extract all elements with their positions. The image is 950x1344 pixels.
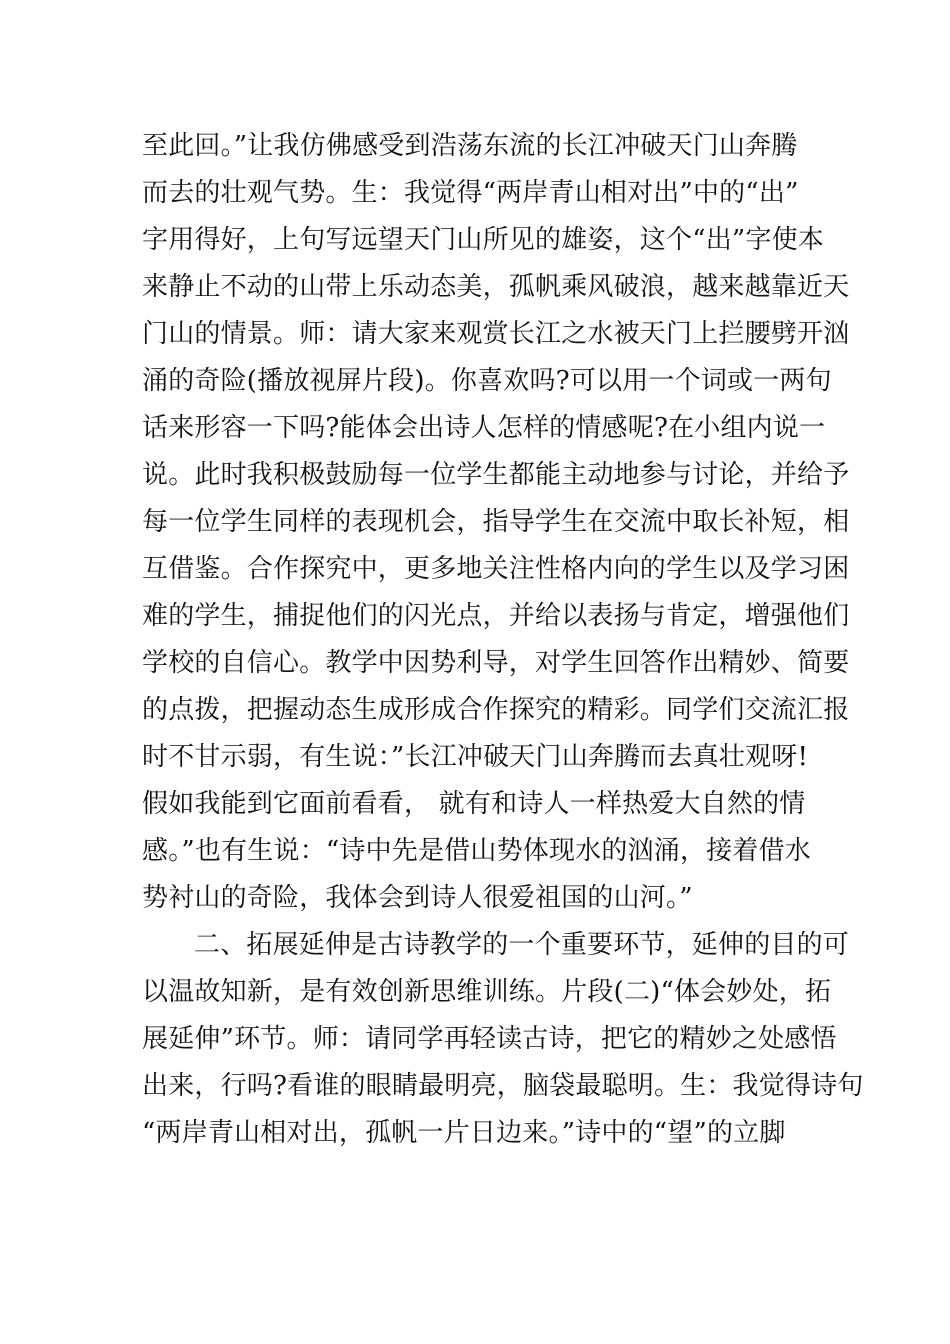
- text-line: 出来，行吗?看谁的眼睛最明亮，脑袋最聪明。生：我觉得诗句: [142, 1071, 864, 1101]
- text-line: 至此回。”让我仿佛感受到浩荡东流的长江冲破天门山奔腾: [142, 131, 798, 161]
- text-line: 感。”也有生说：“诗中先是借山势体现水的汹涌，接着借水: [142, 836, 811, 866]
- text-line: 每一位学生同样的表现机会，指导学生在交流中取长补短，相: [142, 507, 850, 537]
- text-line: 门山的情景。师：请大家来观赏长江之水被天门上拦腰劈开汹: [142, 319, 850, 349]
- text-line: 而去的壮观气势。生：我觉得“两岸青山相对出”中的“出”: [142, 178, 799, 208]
- text-line: 以温故知新，是有效创新思维训练。片段(二)“体会妙处，拓: [142, 977, 832, 1007]
- text-line: 的点拨，把握动态生成形成合作探究的精彩。同学们交流汇报: [142, 695, 850, 725]
- text-line: 时不甘示弱，有生说：”长江冲破天门山奔腾而去真壮观呀!: [142, 742, 809, 772]
- text-line: 字用得好，上句写远望天门山所见的雄姿，这个“出”字使本: [142, 225, 824, 255]
- body-text: [142, 123, 864, 1157]
- text-line: 互借鉴。合作探究中，更多地关注性格内向的学生以及学习困: [142, 554, 850, 584]
- text-line: 假如我能到它面前看看， 就有和诗人一样热爱大自然的情: [142, 789, 806, 819]
- text-line: 势衬山的奇险，我体会到诗人很爱祖国的山河。”: [142, 883, 693, 913]
- text-line: 难的学生，捕捉他们的闪光点，并给以表扬与肯定，增强他们: [142, 601, 850, 631]
- text-line: “两岸青山相对出，孤帆一片日边来。”诗中的“望”的立脚: [142, 1118, 786, 1148]
- text-line: 涌的奇险(播放视屏片段)。你喜欢吗?可以用一个词或一两句: [142, 366, 832, 396]
- text-line: 展延伸”环节。师：请同学再轻读古诗，把它的精妙之处感悟: [142, 1024, 837, 1054]
- paragraph-start-line: 二、拓展延伸是古诗教学的一个重要环节，延伸的目的可: [194, 930, 850, 960]
- text-line: 话来形容一下吗?能体会出诗人怎样的情感呢?在小组内说一: [142, 413, 826, 443]
- text-line: 来静止不动的山带上乐动态美，孤帆乘风破浪，越来越靠近天: [142, 272, 850, 302]
- text-line: 学校的自信心。教学中因势利导，对学生回答作出精妙、简要: [142, 648, 850, 678]
- text-line: 说。此时我积极鼓励每一位学生都能主动地参与讨论，并给予: [142, 460, 850, 490]
